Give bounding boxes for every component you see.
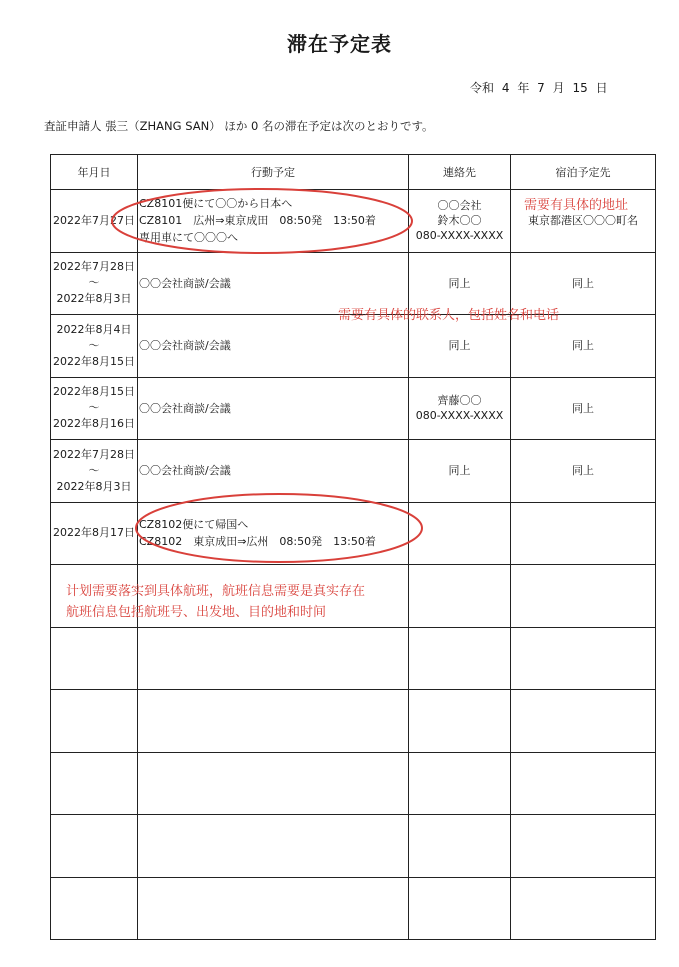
stay-cell [511,815,656,878]
contact-cell-line: 鈴木〇〇 [437,214,482,228]
table-body [51,190,656,940]
activity-cell-line: 〇〇会社商談/会議 [139,464,231,478]
intro-text: 査証申請人 張三（ZHANG SAN） ほか 0 名の滞在予定は次のとおりです。 [44,119,434,133]
document-date [470,79,650,96]
date-cell-line: ～ [88,338,100,352]
stay-cell [511,377,656,440]
contact-cell [409,877,511,940]
contact-cell-line: 同上 [448,339,471,353]
activity-cell-line: 専用車にて〇〇〇へ [139,231,238,245]
date-cell-line: 2022年7月28日 [53,260,135,274]
header-stay: 宿泊予定先 [511,155,656,190]
flight-annotation-line-1: 计划需要落实到具体航班，航班信息需要是真实存在 [66,584,366,599]
stay-cell [511,315,656,378]
contact-cell [409,565,511,628]
contact-cell [409,315,511,378]
stay-cell [511,502,656,565]
stay-cell [511,627,656,690]
contact-cell [409,627,511,690]
contact-cell-line: 同上 [448,276,471,290]
activity-cell-line: CZ8101 広州⇒東京成田 08:50発 13:50着 [139,214,376,228]
contact-cell-line: 齊藤〇〇 [437,394,482,408]
date-cell-line: ～ [88,401,100,415]
date-month-unit: 月 [552,81,565,95]
activity-cell [138,752,409,815]
stay-cell [511,752,656,815]
activity-cell [138,440,409,503]
contact-cell [409,502,511,565]
activity-cell-line: CZ8101便にて〇〇から日本へ [139,197,293,211]
date-cell [51,627,138,690]
activity-cell [138,315,409,378]
schedule-table [50,154,656,940]
table-row [51,502,656,565]
table-row [51,440,656,503]
activity-cell-line: 〇〇会社商談/会議 [139,276,231,290]
date-cell [51,190,138,253]
contact-cell [409,440,511,503]
date-cell [51,377,138,440]
stay-cell-line: 同上 [572,401,594,415]
stay-cell-line: 同上 [572,464,594,478]
activity-cell [138,627,409,690]
date-day: 15 [572,81,588,95]
date-cell-line: 2022年7月28日 [53,447,135,461]
date-cell-line: ～ [88,276,100,290]
table-row [51,315,656,378]
date-year-unit: 年 [517,81,530,95]
date-cell [51,877,138,940]
date-cell-line: 2022年7月27日 [53,213,135,227]
contact-cell [409,690,511,753]
date-cell-line: 2022年8月15日 [53,354,135,368]
activity-cell-line: CZ8102 東京成田⇒広州 08:50発 13:50着 [139,535,376,549]
table-header-row [51,155,656,190]
contact-cell-line: 〇〇会社 [437,199,482,213]
date-cell-line: 2022年8月3日 [56,292,132,306]
table-row [51,815,656,878]
activity-cell [138,877,409,940]
contact-cell-line: 080-XXXX-XXXX [415,409,504,423]
table-row [51,627,656,690]
activity-cell-line: 〇〇会社商談/会議 [139,401,231,415]
stay-cell-line: 同上 [572,276,594,290]
date-cell [51,252,138,315]
date-cell [51,752,138,815]
contact-cell [409,377,511,440]
date-cell-line: 2022年8月3日 [56,479,132,493]
contact-annotation: 需要有具体的联系人，包括姓名和电话 [338,308,560,323]
date-cell [51,502,138,565]
stay-cell [511,565,656,628]
activity-cell [138,502,409,565]
stay-cell-line: 同上 [572,339,594,353]
activity-cell [138,377,409,440]
address-annotation: 需要有具体的地址 [524,198,629,213]
contact-cell-line: 080-XXXX-XXXX [415,229,504,243]
activity-cell-line: CZ8102便にて帰国へ [139,518,249,532]
contact-cell-line: 同上 [448,464,471,478]
header-date: 年月日 [51,155,138,190]
flight-annotation-line-2: 航班信息包括航班号、出发地、目的地和时间 [66,605,327,620]
stay-cell [511,690,656,753]
table-row [51,690,656,753]
table-row [51,752,656,815]
activity-cell-line: 〇〇会社商談/会議 [139,339,231,353]
date-cell [51,315,138,378]
activity-cell [138,190,409,253]
date-year: 4 [501,81,510,95]
contact-cell [409,815,511,878]
date-cell-line: 2022年8月16日 [53,417,135,431]
date-cell-line: 2022年8月4日 [56,322,132,336]
date-cell [51,815,138,878]
contact-cell [409,752,511,815]
stay-cell-line: 東京都港区〇〇〇町名 [528,214,638,228]
header-activity: 行動予定 [138,155,409,190]
date-cell [51,440,138,503]
date-cell-line: ～ [88,463,100,477]
date-era: 令和 [470,81,495,95]
contact-cell [409,190,511,253]
date-cell-line: 2022年8月15日 [53,385,135,399]
table-row [51,377,656,440]
activity-cell [138,690,409,753]
stay-cell [511,877,656,940]
stay-cell [511,440,656,503]
date-cell-line: 2022年8月17日 [53,526,135,540]
date-month: 7 [537,81,545,95]
date-cell [51,690,138,753]
activity-cell [138,815,409,878]
date-day-unit: 日 [595,81,608,95]
document-title: 滞在予定表 [287,32,392,56]
header-contact: 連絡先 [409,155,511,190]
table-row [51,877,656,940]
